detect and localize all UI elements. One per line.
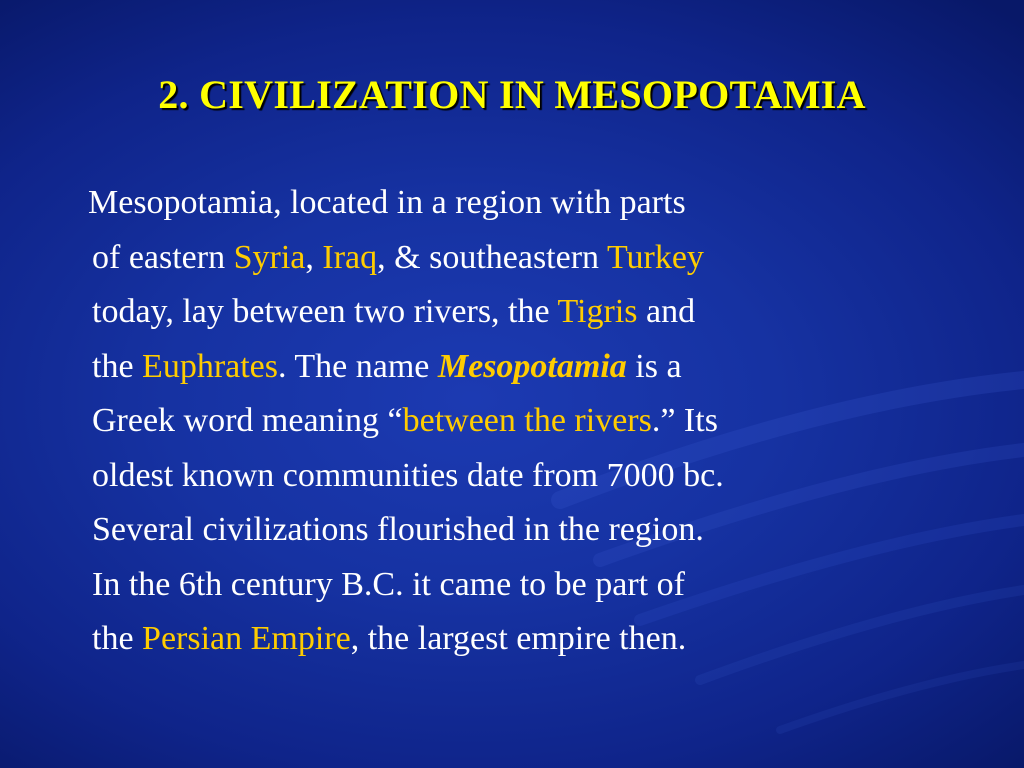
body-text-segment: is a	[626, 347, 682, 385]
body-line	[92, 612, 972, 667]
body-line	[92, 558, 972, 613]
highlighted-term: Euphrates	[142, 347, 278, 385]
body-line	[92, 340, 972, 395]
body-text-segment: Mesopotamia, located in a region with parts	[88, 184, 686, 221]
highlighted-term: Syria	[233, 238, 306, 276]
body-text-segment: the	[92, 347, 143, 385]
body-line	[88, 176, 972, 231]
body-text-segment: .” Its	[651, 402, 718, 439]
body-text-segment: and	[637, 293, 696, 330]
body-text-segment: of eastern	[92, 238, 234, 276]
body-line	[92, 449, 972, 504]
body-text-segment: Several civilizations flourished in the region.	[92, 511, 704, 548]
highlighted-term: Tigris	[557, 293, 638, 330]
body-line	[92, 394, 972, 449]
slide-body-text	[88, 176, 972, 667]
body-text-segment: In the 6th century B.C. it came to be part of	[92, 565, 685, 603]
highlighted-term: Turkey	[606, 238, 704, 276]
body-text-segment: oldest known communities date from 7000 bc.	[92, 456, 724, 494]
body-text-segment: . The name	[278, 347, 438, 385]
body-line	[92, 503, 972, 558]
body-text-segment: ,	[305, 238, 323, 276]
emphasized-term: Mesopotamia	[437, 347, 627, 385]
body-text-segment: today, lay between two rivers, the	[92, 293, 558, 330]
body-text-segment: the	[92, 620, 143, 657]
body-text-segment: Greek word meaning “	[92, 402, 403, 439]
body-text-segment: , & southeastern	[377, 238, 607, 276]
body-line	[92, 231, 972, 286]
body-line	[92, 285, 972, 340]
highlighted-term: Persian Empire	[142, 620, 351, 657]
highlighted-term: Iraq	[322, 238, 378, 276]
highlighted-term: between the rivers	[402, 402, 652, 439]
slide-title: 2. CIVILIZATION IN MESOPOTAMIA	[158, 72, 866, 117]
body-text-segment: , the largest empire then.	[350, 620, 687, 657]
